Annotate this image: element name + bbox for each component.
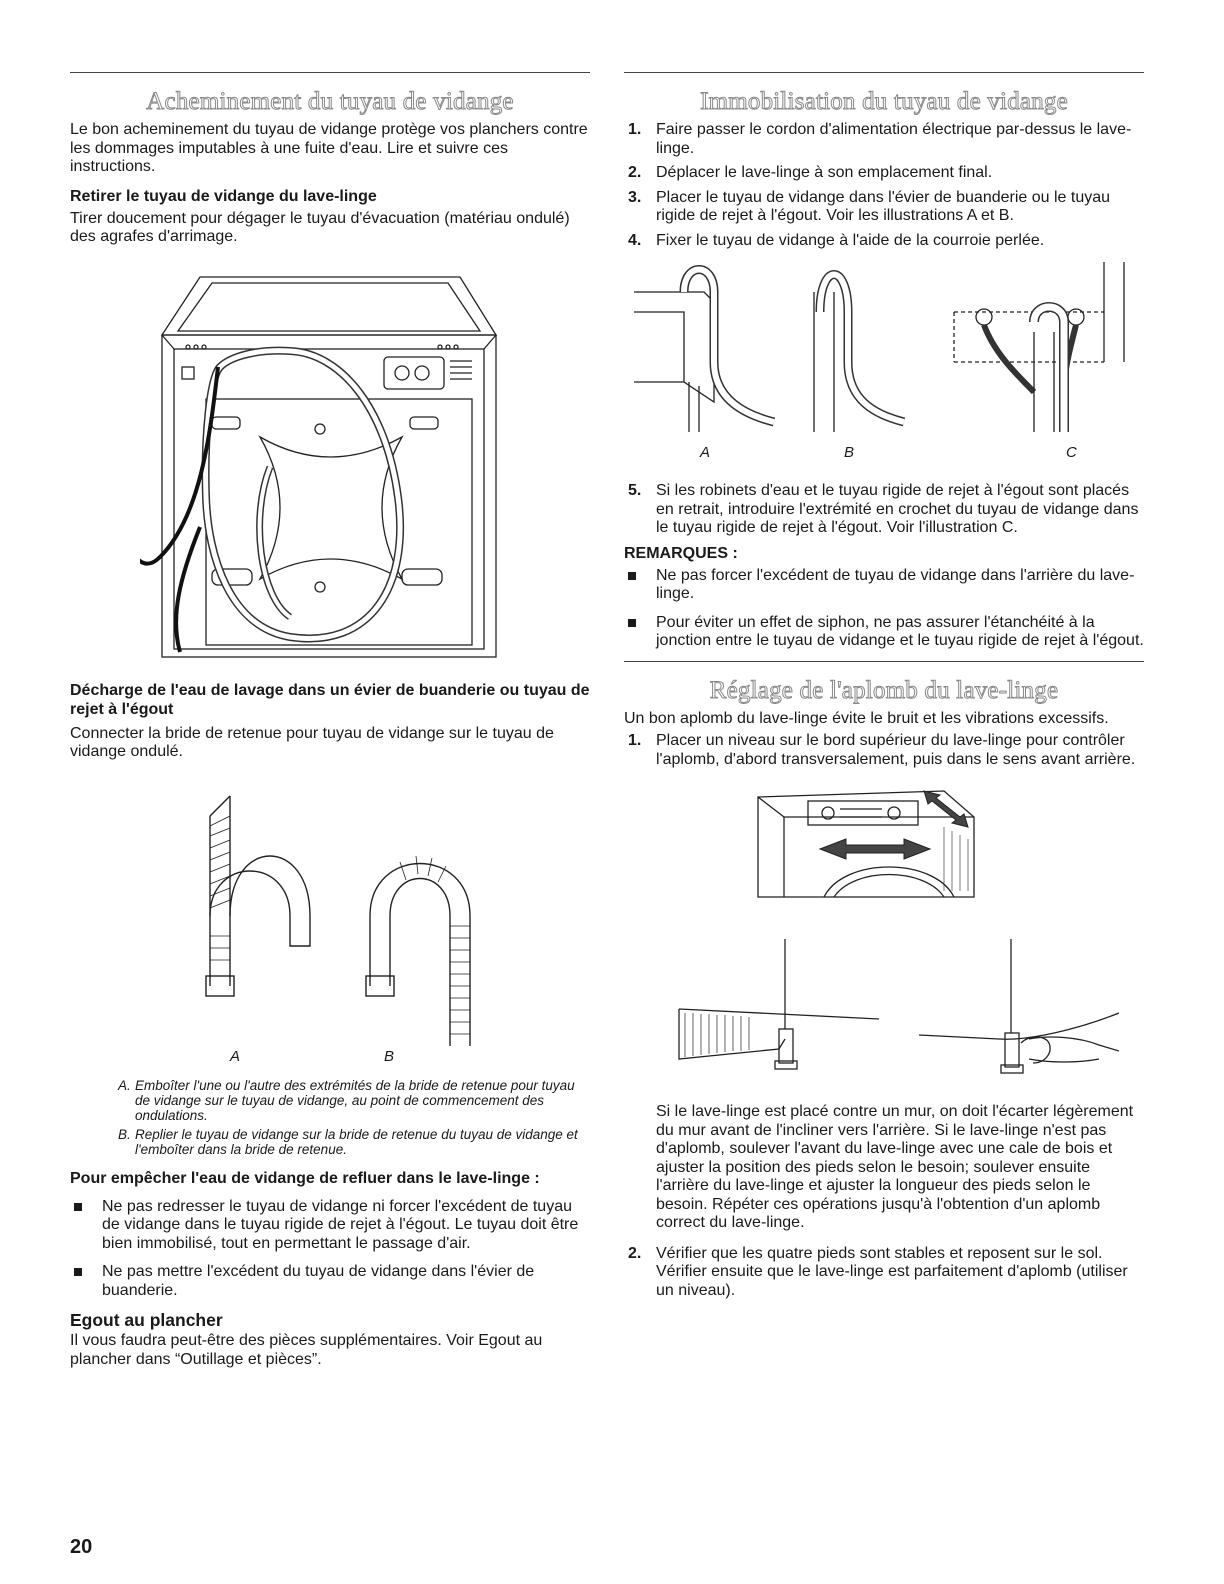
intro-paragraph: Le bon acheminement du tuyau de vidange protège vos planchers contre les dommages imputables à une fuite d'eau. Lire et suivre ces instructions. [70, 121, 588, 175]
bullet-square-icon [74, 1203, 82, 1211]
step-5 [624, 482, 1144, 538]
leveling-step-1 [624, 732, 1144, 769]
step-item: 1. Placer un niveau sur le bord supérieur du lave-linge pour contrôler l'aplomb, d'abord transversalement, puis dans le sens avant arrière. [628, 732, 1136, 768]
floor-drain-paragraph: Il vous faudra peut-être des pièces supplémentaires. Voir Egout au plancher dans “Outillage et pièces”. [70, 1332, 543, 1368]
bullet-square-icon [628, 619, 636, 627]
remarques-bullets [624, 567, 1144, 651]
drain-hose-clip-illustration [170, 776, 490, 1046]
secure-hose-steps [624, 121, 1144, 250]
subheading-laundry-tub: Décharge de l'eau de lavage dans un évier de buanderie ou tuyau de rejet à l'égout [70, 681, 590, 718]
leveling-step-2 [624, 1245, 1144, 1301]
subheading-prevent-backflow: Pour empêcher l'eau de vidange de refluer dans le lave-linge : [70, 1169, 540, 1187]
bullet-item: Ne pas forcer l'excédent de tuyau de vidange dans l'arrière du lave-linge. [624, 567, 1144, 604]
right-column [624, 72, 1144, 1306]
left-column [70, 72, 590, 1369]
remarques-heading: REMARQUES : [624, 544, 738, 562]
section-title-leveling: Réglage de l'aplomb du lave-linge [709, 676, 1059, 704]
bullet-square-icon [628, 572, 636, 580]
leveling-intro: Un bon aplomb du lave-linge évite le bruit et les vibrations excessifs. [624, 709, 1109, 727]
leveling-feet-illustration [649, 939, 1119, 1079]
step-item: 5. Si les robinets d'eau et le tuyau rigide de rejet à l'égout sont placés en retrait, introduire l'extrémité en crochet du tuyau de vidange dans le tuyau rigide de rejet à l'égout. Voir l'illustration C. [628, 482, 1139, 536]
washer-back-illustration [140, 257, 520, 667]
caption-item: B. Replier le tuyau de vidange sur la bride de retenue du tuyau de vidange et l'emboîter dans la bride de retenue. [118, 1126, 578, 1157]
bullet-item: Pour éviter un effet de siphon, ne pas assurer l'étanchéité à la jonction entre le tuyau de vidange et le tuyau rigide de rejet à l'égout. [624, 614, 1144, 651]
section-rule [624, 661, 1144, 662]
step-item: 2. Vérifier que les quatre pieds sont stables et reposent sur le sol. Vérifier ensuite que le lave-linge est parfaitement d'aplomb (utiliser un niveau). [628, 1244, 1128, 1299]
fig-label-a: A [230, 1047, 241, 1065]
remove-hose-paragraph: Tirer doucement pour dégager le tuyau d'évacuation (matériau ondulé) des agrafes d'arrimage. [70, 209, 570, 245]
step-item: 2. Déplacer le lave-linge à son emplacement final. [628, 164, 993, 181]
clip-figure-labels [70, 1046, 590, 1070]
backflow-bullets [70, 1198, 590, 1301]
section-rule [624, 72, 1144, 73]
fig-label-a: A [700, 444, 711, 461]
hose-placement-illustration [624, 262, 1144, 442]
caption-item: A. Emboîter l'une ou l'autre des extrémités de la bride de retenue pour tuyau de vidange sur le tuyau de vidange, au point de commencement des ondulations. [118, 1077, 575, 1123]
fig-label-c: C [1066, 444, 1077, 461]
level-on-washer-illustration [754, 787, 1014, 907]
subheading-remove-hose: Retirer le tuyau de vidange du lave-linge [70, 187, 377, 205]
step-item: 1. Faire passer le cordon d'alimentation électrique par-dessus le lave-linge. [628, 121, 1132, 157]
section-title-drain-routing: Acheminement du tuyau de vidange [146, 88, 514, 115]
fig-label-b: B [844, 444, 855, 461]
section-rule [70, 72, 590, 73]
placement-figure-labels [624, 442, 1144, 466]
subheading-floor-drain: Egout au plancher [70, 1310, 223, 1330]
figure-captions [70, 1078, 590, 1157]
fig-label-b: B [384, 1047, 395, 1065]
step-item: 4. Fixer le tuyau de vidange à l'aide de la courroie perlée. [628, 231, 1045, 249]
leveling-feet-paragraph: Si le lave-linge est placé contre un mur, on doit l'écarter légèrement du mur avant de l'incliner vers l'arrière. Si le lave-linge n'est pas d'aplomb, soulever l'avant du lave-linge avec une cale de bois et ajuster la position des pieds selon le besoin; soulever ensuite l'arrière du lave-linge et ajuster la longueur des pieds selon le besoin. Répéter ces opérations jusqu'à l'obtention d'un aplomb correct du lave-linge. [656, 1103, 1134, 1231]
connect-clip-paragraph: Connecter la bride de retenue pour tuyau de vidange sur le tuyau de vidange ondulé. [70, 724, 554, 760]
bullet-square-icon [74, 1268, 82, 1276]
step-item: 3. Placer le tuyau de vidange dans l'évier de buanderie ou le tuyau rigide de rejet à l'égout. Voir les illustrations A et B. [628, 188, 1111, 224]
bullet-item: Ne pas redresser le tuyau de vidange ni forcer l'excédent de tuyau de vidange dans le tuyau rigide de rejet à l'égout. Le tuyau doit être bien immobilisé, tout en permettant le passage d'air. [70, 1198, 590, 1254]
page-number: 20 [70, 1536, 93, 1558]
section-title-secure-hose: Immobilisation du tuyau de vidange [700, 88, 1068, 115]
bullet-item: Ne pas mettre l'excédent du tuyau de vidange dans l'évier de buanderie. [70, 1263, 590, 1300]
